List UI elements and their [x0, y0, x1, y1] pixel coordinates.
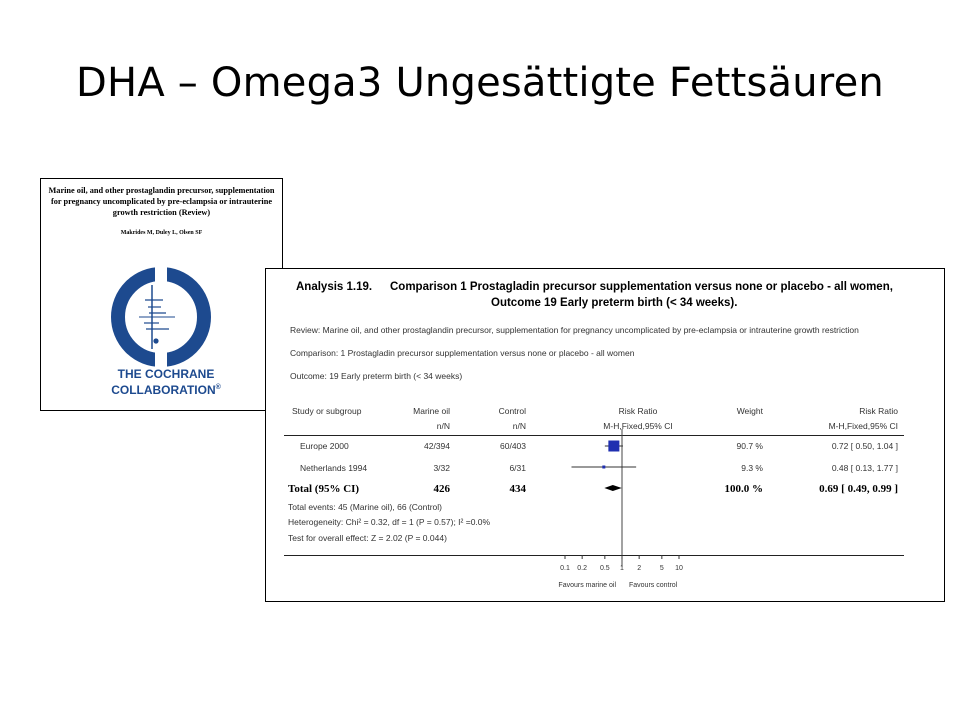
forest-plot-panel — [265, 268, 945, 602]
axis-tick-label: 0.1 — [560, 565, 570, 572]
study-group2: 6/31 — [509, 463, 526, 473]
study-name: Netherlands 1994 — [300, 463, 368, 473]
cochrane-wordmark — [81, 367, 251, 397]
axis-tick-label: 1 — [620, 565, 624, 572]
axis-tick-label: 10 — [675, 565, 683, 572]
favours-left-label: Favours marine oil — [558, 582, 616, 589]
total-label: Total (95% CI) — [288, 483, 360, 495]
analysis-label: Analysis 1.19. — [296, 281, 373, 293]
study-weight: 9.3 % — [741, 463, 763, 473]
header-risk-ratio-2: Risk Ratio — [859, 406, 898, 416]
header-group1-sub: n/N — [436, 421, 450, 431]
header-study: Study or subgroup — [292, 406, 362, 416]
header-risk-ratio-2-sub: M-H,Fixed,95% CI — [828, 421, 898, 431]
wordmark-line-2 — [81, 381, 251, 397]
review-title: Marine oil, and other prostaglandin precursor, supplementation for pregnancy uncomplicated by pre-eclampsia or intrauterine growth restriction (Review) — [48, 186, 275, 217]
forest-plot — [266, 269, 946, 603]
analysis-heading-line-1: Comparison 1 Prostagladin precursor supplementation versus none or placebo - all women, — [390, 281, 893, 293]
axis-tick-label: 0.5 — [599, 565, 610, 572]
header-group1: Marine oil — [413, 406, 450, 416]
footnote-overall: Test for overall effect: Z = 2.02 (P = 0.044) — [288, 533, 447, 543]
cochrane-logo-icon — [109, 267, 213, 367]
total-weight: 100.0 % — [724, 483, 763, 495]
analysis-heading-line-2: Outcome 19 Early preterm birth (< 34 weeks). — [491, 297, 738, 309]
favours-right-label: Favours control — [629, 582, 678, 589]
total-group2: 434 — [509, 483, 526, 495]
total-diamond-marker — [604, 485, 621, 491]
study-name: Europe 2000 — [300, 441, 349, 451]
total-ci: 0.69 [ 0.49, 0.99 ] — [819, 483, 898, 495]
header-weight: Weight — [736, 406, 763, 416]
header-risk-ratio-sub: M-H,Fixed,95% CI — [603, 421, 673, 431]
comparison-line: Comparison: 1 Prostagladin precursor supplementation versus none or placebo - all women — [290, 348, 635, 358]
registered-mark: ® — [215, 384, 221, 391]
axis-tick-label: 5 — [659, 565, 664, 572]
axis-tick-label: 0.2 — [577, 565, 588, 572]
study-ci: 0.48 [ 0.13, 1.77 ] — [831, 463, 898, 473]
study-point-marker — [608, 441, 619, 452]
total-group1: 426 — [433, 483, 450, 495]
study-group1: 42/394 — [424, 441, 450, 451]
review-line: Review: Marine oil, and other prostaglandin precursor, supplementation for pregnancy uncomplicated by pre-eclampsia or intrauterine growth restriction — [290, 325, 859, 335]
study-ci: 0.72 [ 0.50, 1.04 ] — [831, 441, 898, 451]
study-point-marker — [602, 466, 605, 469]
header-risk-ratio: Risk Ratio — [618, 406, 658, 416]
outcome-line: Outcome: 19 Early preterm birth (< 34 weeks) — [290, 371, 463, 381]
wordmark-line-1: THE COCHRANE — [117, 367, 215, 381]
header-group2-sub: n/N — [512, 421, 526, 431]
header-group2: Control — [498, 406, 526, 416]
axis-tick-label: 2 — [637, 565, 642, 572]
wordmark-line-2-text: COLLABORATION — [111, 383, 216, 397]
footnote-heterogeneity: Heterogeneity: Chi² = 0.32, df = 1 (P = 0.57); I² =0.0% — [288, 517, 491, 527]
slide-title: DHA – Omega3 Ungesättigte Fettsäuren — [76, 60, 884, 106]
study-group2: 60/403 — [500, 441, 526, 451]
review-authors: Makrides M, Duley L, Olsen SF — [120, 230, 203, 236]
cochrane-review-cover — [40, 178, 283, 411]
study-group1: 3/32 — [433, 463, 450, 473]
footnote-events: Total events: 45 (Marine oil), 66 (Control) — [288, 502, 443, 512]
study-weight: 90.7 % — [736, 441, 763, 451]
